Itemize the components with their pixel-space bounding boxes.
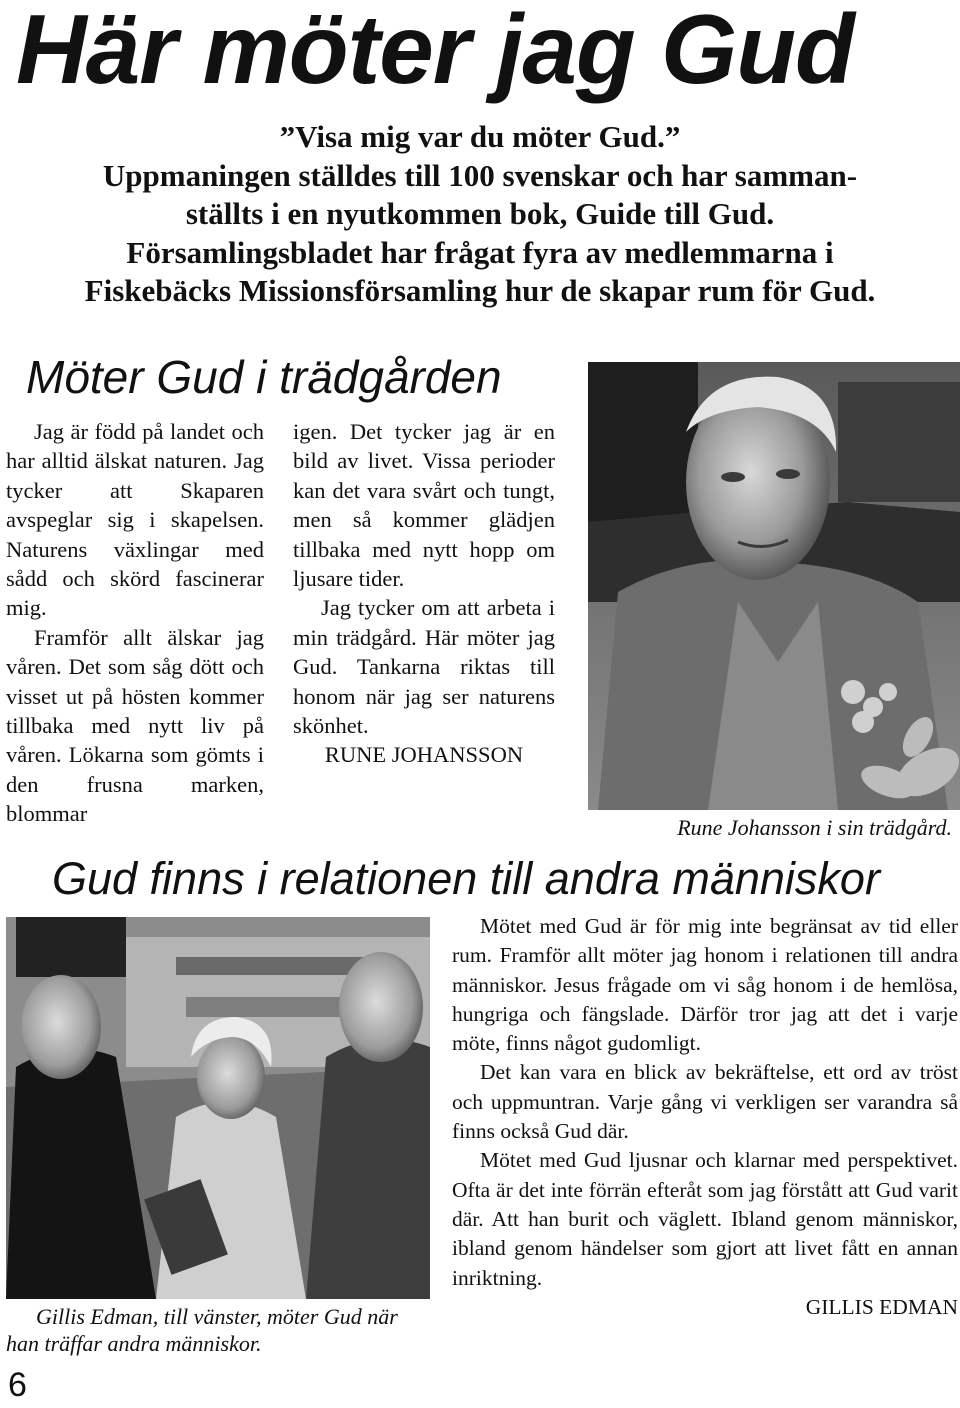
paragraph: Mötet med Gud är för mig inte begränsat av tid eller rum. Framför allt möter jag honom i relationen till andra människor. Jesus frågade om vi såg honom i de hemlösa, hungriga och fängslade. Därför tror jag att det i varje möte, finns något gudomligt. [452, 914, 958, 1056]
photo-rune-johansson [588, 362, 960, 810]
section2-column [452, 912, 958, 1322]
intro-line: ”Visa mig var du möter Gud.” [279, 119, 681, 154]
caption-gillis [6, 1303, 430, 1357]
page-number: 6 [8, 1366, 27, 1404]
paragraph: Jag tycker om att arbeta i min trädgård. Här möter jag Gud. Tankarna riktas till honom när jag ser naturens skönhet. [293, 595, 555, 739]
photo-gillis-edman [6, 917, 430, 1299]
section1-column-1 [6, 417, 264, 829]
signature-rune: RUNE JOHANSSON [324, 742, 524, 768]
caption-text: Gillis Edman, till vänster, möter Gud när han träffar andra människor. [6, 1304, 398, 1356]
paragraph: Framför allt älskar jag våren. Det som såg dött och visset ut på hösten kommer tillbaka med nytt liv på våren. Lökarna som gömts i den frusna marken, blommar [6, 624, 264, 827]
section1-column-2 [293, 417, 555, 770]
signature-gillis: GILLIS EDMAN [805, 1294, 958, 1319]
section-heading-relations: Gud finns i relationen till andra människor [52, 853, 880, 904]
article-intro [10, 118, 950, 311]
section-heading-garden: Möter Gud i trädgården [26, 351, 502, 403]
paragraph: Jag är född på landet och har alltid älskat naturen. Jag tycker att Skaparen avspeglar sig i skapelsen. Naturens växlingar med sådd och skörd fascinerar mig. [6, 419, 264, 621]
intro-line: Uppmaningen ställdes till 100 svenskar och har samman- [102, 157, 858, 193]
intro-line: Fiskebäcks Missionsförsamling hur de skapar rum för Gud. [84, 273, 876, 308]
paragraph: Mötet med Gud ljusnar och klarnar med perspektivet. Ofta är det inte förrän efteråt som jag förstått att Gud varit där. Att han burit och väglett. Ibland genom människor, ibland genom händelser som gjort att livet fått en annan inriktning. [452, 1148, 958, 1290]
intro-line: Församlingsbladet har frågat fyra av medlemmarna i [126, 234, 834, 270]
caption-rune: Rune Johansson i sin trädgård. [677, 815, 952, 840]
paragraph: Det kan vara en blick av bekräftelse, ett ord av tröst och uppmuntran. Varje gång vi verkligen ser varandra så finns också Gud där. [452, 1060, 958, 1144]
intro-line: ställts i en nyutkommen bok, Guide till Gud. [185, 196, 775, 231]
article-title: Här möter jag Gud [16, 0, 854, 104]
paragraph: igen. Det tycker jag är en bild av livet. Vissa perioder kan det vara svårt och tungt, men så kommer glädjen tillbaka med nytt hopp om ljusare tider. [293, 419, 555, 592]
